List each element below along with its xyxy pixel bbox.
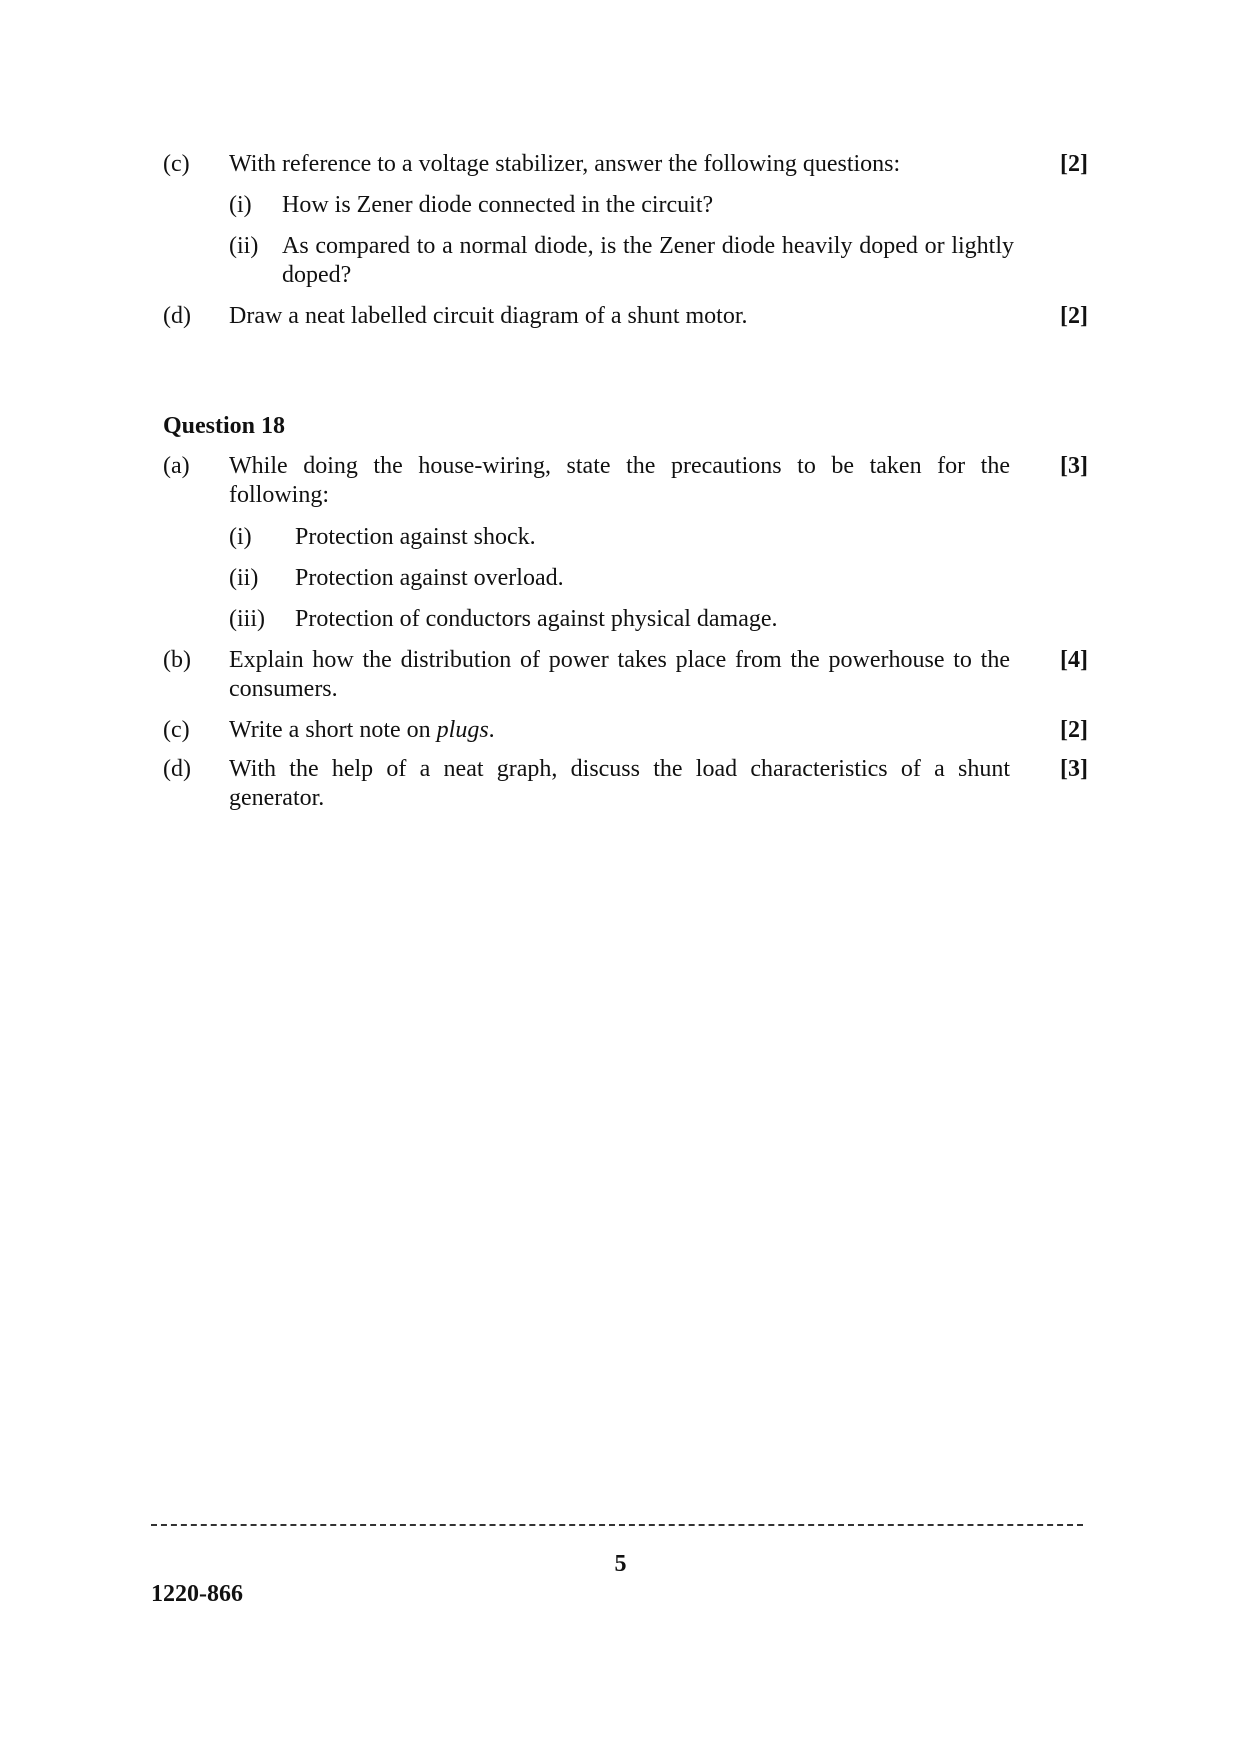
q18-c-text (229, 716, 1087, 745)
q18-b-label: (b) (163, 647, 191, 673)
q17-c-sub-i-text: How is Zener diode connected in the circuit? (282, 192, 714, 218)
page-number: 5 (614, 1551, 627, 1577)
q17-part-d (163, 302, 1088, 332)
q18-a-sub-ii-label: (ii) (229, 565, 259, 591)
q18-a-sub-ii (163, 564, 1088, 594)
q17-c-marks: [2] (1060, 151, 1088, 177)
q18-a-sub-iii-text: Protection of conductors against physical damage. (295, 606, 778, 632)
q18-c-label: (c) (163, 717, 190, 743)
q18-d-marks: [3] (1060, 756, 1088, 782)
q18-part-b (163, 646, 1088, 706)
q18-a-marks: [3] (1060, 453, 1088, 479)
q18-c-marks: [2] (1060, 717, 1088, 743)
q17-d-label: (d) (163, 303, 191, 329)
q18-c-text-after: . (488, 717, 495, 743)
q17-c-text: With reference to a voltage stabilizer, answer the following questions: (229, 151, 901, 177)
q17-c-sub-ii-text: As compared to a normal diode, is the Zener diode heavily doped or lightly doped? (282, 233, 1014, 288)
q18-a-sub-i-text: Protection against shock. (295, 524, 536, 550)
q17-d-marks: [2] (1060, 303, 1088, 329)
q18-c-text-before: Write a short note on (229, 717, 437, 743)
question-18-title: Question 18 (163, 413, 286, 439)
q18-a-sub-iii (163, 605, 1088, 635)
q18-part-d (163, 755, 1088, 815)
q18-d-label: (d) (163, 756, 191, 782)
q18-a-text: While doing the house-wiring, state the precautions to be taken for the following: (229, 453, 1010, 508)
footer-divider (151, 1524, 1083, 1526)
q18-d-text: With the help of a neat graph, discuss the load characteristics of a shunt generator. (229, 756, 1010, 811)
q17-c-sub-ii-label: (ii) (229, 233, 259, 259)
q17-c-sub-i (163, 191, 1088, 221)
q18-a-sub-ii-text: Protection against overload. (295, 565, 564, 591)
q18-a-sub-iii-label: (iii) (229, 606, 265, 632)
q18-a-sub-i (163, 523, 1088, 553)
q18-part-c (163, 716, 1088, 746)
q18-part-a (163, 452, 1088, 512)
q18-b-text: Explain how the distribution of power takes place from the powerhouse to the consumers. (229, 647, 1010, 702)
q18-b-marks: [4] (1060, 647, 1088, 673)
q18-a-sub-i-label: (i) (229, 524, 252, 550)
q17-d-text: Draw a neat labelled circuit diagram of a shunt motor. (229, 303, 748, 329)
q17-c-sub-i-label: (i) (229, 192, 252, 218)
q18-c-text-italic: plugs (436, 717, 489, 743)
paper-code: 1220-866 (151, 1581, 243, 1607)
q17-c-label: (c) (163, 151, 190, 177)
q17-c-sub-ii (163, 232, 1088, 292)
q18-a-label: (a) (163, 453, 190, 479)
q17-part-c (163, 150, 1088, 180)
